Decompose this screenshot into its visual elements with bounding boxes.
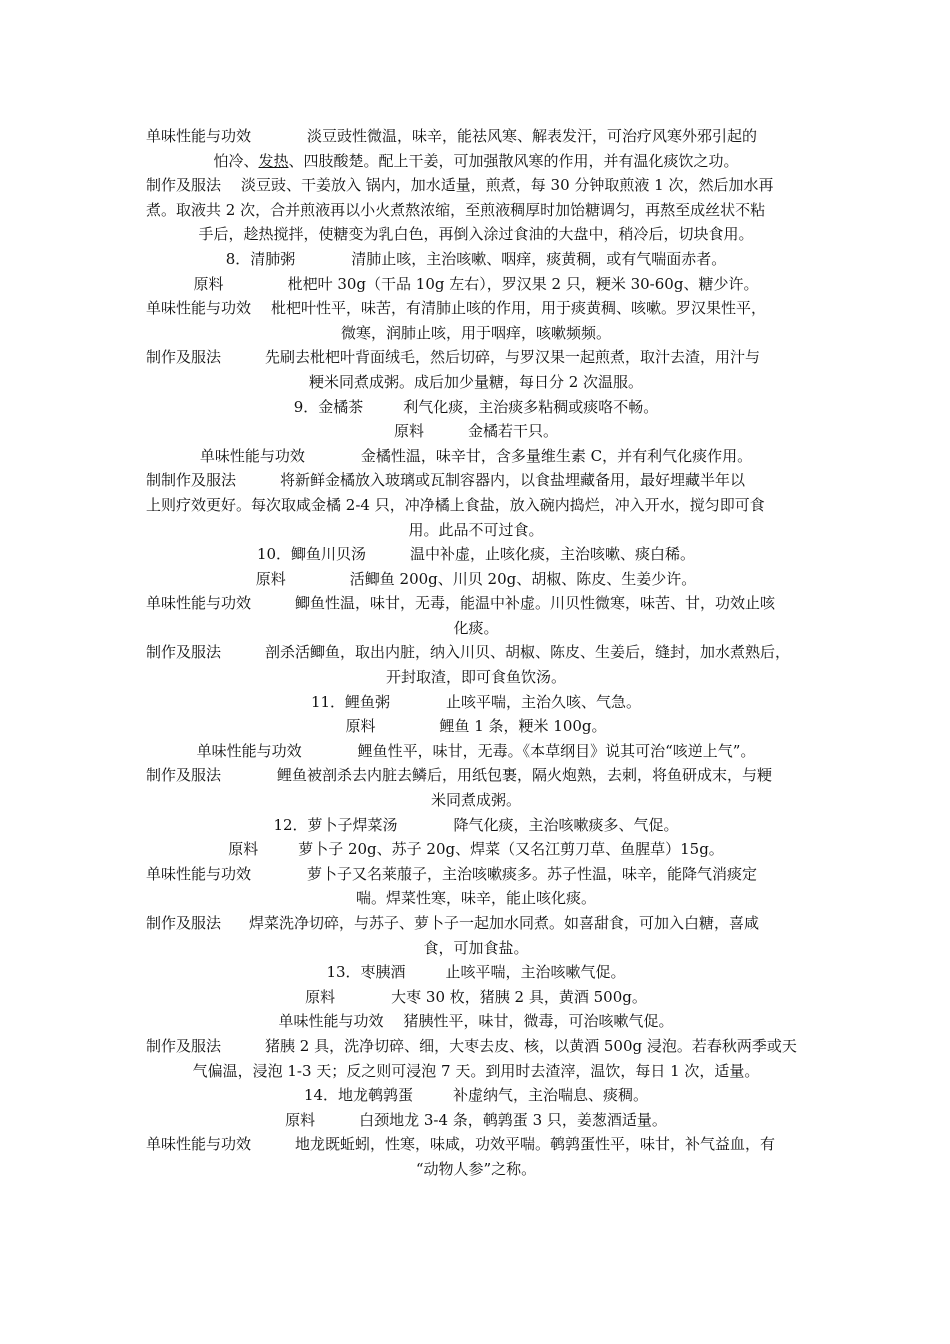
line-label: 单味性能与功效 xyxy=(146,127,252,145)
line-text: 清肺止咳，主治咳嗽、咽痒，痰黄稠，或有气喘面赤者。 xyxy=(351,249,727,268)
line-text: 枇杷叶 30g（干品 10g 左右），罗汉果 2 只，粳米 30-60g、糖少许。 xyxy=(287,274,759,293)
text-line xyxy=(146,247,806,272)
line-text: 开封取渣，即可食鱼饮汤。 xyxy=(385,668,566,687)
line-text: “动物人参”之称。 xyxy=(415,1159,537,1178)
line-text: 喘。焊菜性寒，味辛，能止咳化痰。 xyxy=(355,889,596,908)
line-text: 萝卜子又名莱菔子，主治咳嗽痰多。苏子性温，味辛，能降气消痰定 xyxy=(307,864,758,883)
line-label: 原料 xyxy=(305,987,336,1006)
line-text: 剖杀活鲫鱼，取出内脏，纳入川贝、胡椒、陈皮、生姜后，缝封，加水煮熟后， xyxy=(265,643,791,662)
line-text: 活鲫鱼 200g、川贝 20g、胡椒、陈皮、生姜少许。 xyxy=(349,569,697,588)
line-text: 鲤鱼 1 条，粳米 100g。 xyxy=(439,717,607,736)
text-line xyxy=(146,444,806,469)
line-text-cont: 、四肢酸楚。配上干姜，可加强散风寒的作用，并有温化痰饮之功。 xyxy=(288,151,739,170)
line-text: 利气化痰，主治痰多粘稠或痰咯不畅。 xyxy=(403,397,659,416)
text-line xyxy=(146,370,806,395)
line-label: 12．萝卜子焊菜汤 xyxy=(273,815,398,834)
line-text: 鲤鱼性平，味甘，无毒。《本草纲目》说其可治“咳逆上气”。 xyxy=(357,741,756,760)
line-label: 怕冷、 xyxy=(213,151,259,170)
line-label: 9．金橘茶 xyxy=(293,397,364,416)
line-label: 单味性能与功效 xyxy=(146,594,252,613)
line-text: 将新鲜金橘放入玻璃或瓦制容器内，以食盐埋藏备用，最好埋藏半年以 xyxy=(280,471,746,490)
line-text: 猪胰性平，味甘，微毒，可治咳嗽气促。 xyxy=(403,1012,674,1031)
line-label: 10．鲫鱼川贝汤 xyxy=(256,545,367,564)
text-line xyxy=(146,1034,806,1059)
line-text: 食，可加食盐。 xyxy=(423,938,529,957)
line-text: 金橘性温，味辛甘，含多量维生素 C，并有利气化痰作用。 xyxy=(360,446,753,465)
text-line xyxy=(146,222,806,247)
line-label: 原料 xyxy=(193,274,224,293)
text-line xyxy=(146,542,806,567)
line-text: 萝卜子 20g、苏子 20g、焊菜（又名江剪刀草、鱼腥草）15g。 xyxy=(298,840,724,859)
line-label: 原料 xyxy=(285,1110,316,1129)
text-line xyxy=(146,640,806,665)
text-line xyxy=(146,272,806,297)
text-line xyxy=(146,468,806,493)
line-text: 鲤鱼被剖杀去内脏去鳞后，用纸包裹，隔火炮熟，去刺，将鱼研成末，与粳 xyxy=(277,766,773,785)
line-label: 制制作及服法 xyxy=(146,471,237,490)
line-text: 焊菜洗净切碎，与苏子、萝卜子一起加水同煮。如喜甜食，可加入白糖，喜咸 xyxy=(249,914,760,932)
line-label: 制作及服法 xyxy=(146,348,222,367)
line-label: 单味性能与功效 xyxy=(278,1012,384,1031)
document-page xyxy=(146,124,806,1182)
text-line xyxy=(146,1108,806,1133)
text-line xyxy=(146,788,806,813)
line-label: 单味性能与功效 xyxy=(146,864,252,883)
line-text: 淡豆豉性微温，味辛，能祛风寒、解表发汗，可治疗风寒外邪引起的 xyxy=(307,127,758,145)
line-text: 化痰。 xyxy=(453,618,499,637)
text-line xyxy=(146,591,806,616)
text-line xyxy=(146,518,806,543)
text-line xyxy=(146,665,806,690)
line-text: 温中补虚，止咳化痰，主治咳嗽、痰白稀。 xyxy=(410,545,696,564)
line-label: 单味性能与功效 xyxy=(199,446,305,465)
text-line xyxy=(146,1083,806,1108)
line-text: 金橘若干只。 xyxy=(468,422,559,441)
line-text: 鲫鱼性温，味甘，无毒，能温中补虚。川贝性微寒，味苦、甘，功效止咳 xyxy=(295,594,776,613)
line-text: 上则疗效更好。每次取咸金橘 2-4 只，冲净橘上食盐，放入碗内捣烂，冲入开水，搅匀即可食 xyxy=(146,495,765,514)
text-line xyxy=(146,960,806,985)
line-label: 制作及服法 xyxy=(146,914,222,932)
line-label: 原料 xyxy=(345,717,376,736)
text-line xyxy=(146,198,806,223)
line-text: 粳米同煮成粥。成后加少量糖，每日分 2 次温服。 xyxy=(308,372,644,391)
line-text: 发热 xyxy=(258,151,289,170)
line-label: 制作及服法 xyxy=(146,1036,222,1055)
line-label: 14．地龙鹌鹑蛋 xyxy=(303,1086,414,1105)
line-label: 制作及服法 xyxy=(146,766,222,785)
text-line xyxy=(146,1009,806,1034)
text-line xyxy=(146,1157,806,1182)
text-line xyxy=(146,395,806,420)
line-label: 8．清肺粥 xyxy=(225,249,296,268)
line-text: 枇杷叶性平，味苦，有清肺止咳的作用，用于痰黄稠、咳嗽。罗汉果性平， xyxy=(271,299,767,318)
line-label: 原料 xyxy=(228,840,259,859)
line-text: 手后，趁热搅拌，使糖变为乳白色，再倒入涂过食油的大盘中，稍冷后，切块食用。 xyxy=(198,225,754,244)
text-line xyxy=(146,149,806,174)
line-text: 大枣 30 枚，猪胰 2 具，黄酒 500g。 xyxy=(391,987,647,1006)
text-line xyxy=(146,985,806,1010)
line-label: 13．枣胰酒 xyxy=(326,963,406,982)
line-text: 补虚纳气，主治喘息、痰稠。 xyxy=(453,1086,649,1105)
line-text: 微寒，润肺止咳，用于咽痒，咳嗽频频。 xyxy=(340,323,611,342)
text-line xyxy=(146,837,806,862)
line-text: 米同煮成粥。 xyxy=(430,791,521,810)
line-text: 煮。取液共 2 次，合并煎液再以小火煮熬浓缩，至煎液稠厚时加饴糖调匀，再熬至成丝状不粘 xyxy=(146,200,766,219)
text-line xyxy=(146,813,806,838)
line-text: 气偏温，浸泡 1-3 天；反之则可浸泡 7 天。到用时去渣滓，温饮，每日 1 次，适量。 xyxy=(192,1061,760,1080)
line-text: 先刷去枇杷叶背面绒毛，然后切碎，与罗汉果一起煎煮，取汁去渣，用汁与 xyxy=(265,348,761,367)
text-line xyxy=(146,419,806,444)
line-label: 单味性能与功效 xyxy=(146,299,252,318)
text-line xyxy=(146,763,806,788)
text-line xyxy=(146,739,806,764)
line-label: 单味性能与功效 xyxy=(146,1135,252,1154)
text-line xyxy=(146,124,806,149)
text-line xyxy=(146,567,806,592)
text-line xyxy=(146,616,806,641)
line-label: 原料 xyxy=(393,422,424,441)
line-label: 原料 xyxy=(255,569,286,588)
line-text: 止咳平喘，主治咳嗽气促。 xyxy=(445,963,626,982)
text-line xyxy=(146,911,806,936)
text-line xyxy=(146,936,806,961)
line-label: 11．鲤鱼粥 xyxy=(310,692,391,711)
line-text: 降气化痰，主治咳嗽痰多、气促。 xyxy=(453,815,679,834)
text-line xyxy=(146,345,806,370)
text-line xyxy=(146,714,806,739)
line-text: 白颈地龙 3-4 条，鹌鹑蛋 3 只，姜葱酒适量。 xyxy=(359,1110,667,1129)
text-line xyxy=(146,1059,806,1084)
line-text: 止咳平喘，主治久咳、气急。 xyxy=(446,692,642,711)
line-text: 淡豆豉、干姜放入 锅内，加水适量，煎煮，每 30 分钟取煎液 1 次，然后加水再 xyxy=(241,176,774,195)
text-line xyxy=(146,493,806,518)
text-line xyxy=(146,862,806,887)
text-line xyxy=(146,173,806,198)
text-line xyxy=(146,321,806,346)
line-label: 制作及服法 xyxy=(146,176,222,195)
line-text: 用。此品不可过食。 xyxy=(408,520,544,539)
line-label: 单味性能与功效 xyxy=(196,741,302,760)
line-text: 地龙既蚯蚓，性寒，味咸，功效平喘。鹌鹑蛋性平，味甘，补气益血，有 xyxy=(295,1135,776,1154)
text-line xyxy=(146,886,806,911)
line-label: 制作及服法 xyxy=(146,643,222,662)
line-text: 猪胰 2 具，洗净切碎、细，大枣去皮、核，以黄酒 500g 浸泡。若春秋两季或天 xyxy=(265,1036,797,1055)
text-line xyxy=(146,296,806,321)
text-line xyxy=(146,1132,806,1157)
text-line xyxy=(146,690,806,715)
